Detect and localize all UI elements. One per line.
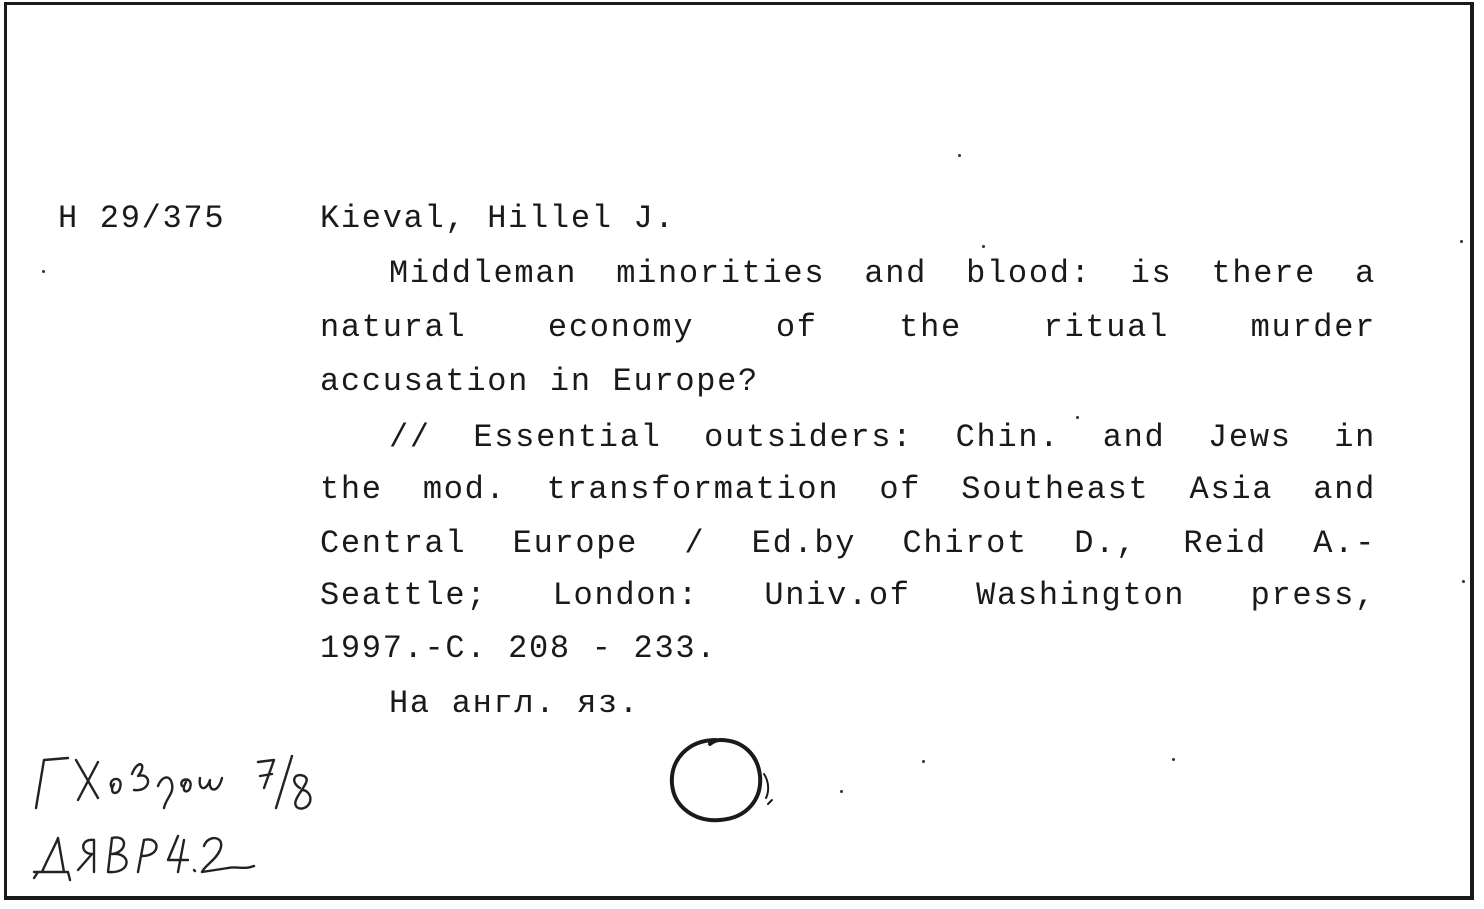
handwritten-notes bbox=[28, 748, 328, 888]
scan-speck bbox=[922, 760, 925, 763]
source-line-4: Seattle; London: Univ.of Washington press, bbox=[320, 577, 1376, 614]
source-line-5: 1997.-C. 208 - 233. bbox=[320, 630, 718, 667]
scan-speck bbox=[1076, 416, 1079, 419]
scan-speck bbox=[42, 270, 45, 273]
language-note: На англ. яз. bbox=[389, 685, 640, 722]
source-line-2: the mod. transformation of Southeast Asia and bbox=[320, 471, 1376, 508]
call-number: H 29/375 bbox=[58, 200, 226, 237]
title-line-1: Middleman minorities and blood: is there a bbox=[389, 255, 1376, 292]
source-line-3: Central Europe / Ed.by Chirot D., Reid A.- bbox=[320, 525, 1376, 562]
circle-mark bbox=[664, 734, 784, 826]
author: Kieval, Hillel J. bbox=[320, 200, 676, 237]
scan-speck bbox=[958, 154, 961, 157]
source-line-1: // Essential outsiders: Chin. and Jews in bbox=[389, 419, 1376, 456]
scan-speck bbox=[1462, 580, 1465, 583]
scan-speck bbox=[1172, 758, 1175, 761]
scan-speck bbox=[840, 790, 843, 793]
scan-speck bbox=[1460, 240, 1463, 243]
title-line-2: natural economy of the ritual murder bbox=[320, 309, 1376, 346]
scan-speck bbox=[982, 245, 985, 248]
title-line-3: accusation in Europe? bbox=[320, 363, 759, 400]
